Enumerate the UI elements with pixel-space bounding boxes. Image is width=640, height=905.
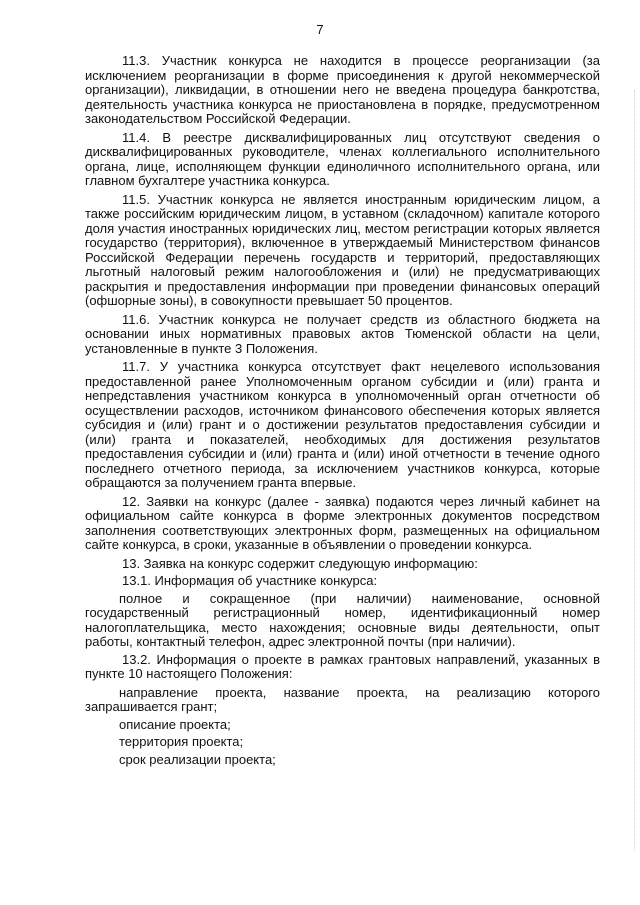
paragraph-11-7: 11.7. У участника конкурса отсутствует факт нецелевого использования предоставленной ранее Уполномоченным органом субсидии и (или) гранта и непредставления участником конкурса в уполномоченный орган отчетности об осуществлении расходов, источником финансового обеспечения которых является субсидия и (или) грант и о достижении результатов предоставления субсидии и (или) гранта и показателей, необходимых для достижения результатов предоставления субсидии и (или) гранта и (или) иной отчетности в течение одного последнего отчетного периода, за исключением участников конкурса, которые обращаются за получением гранта впервые. (85, 359, 600, 490)
list-item-project-direction: направление проекта, название проекта, на реализацию которого запрашивается грант; (85, 684, 600, 714)
paragraph-12: 12. Заявки на конкурс (далее - заявка) подаются через личный кабинет на официальном сайте конкурса в форме электронных документов посредством заполнения соответствующих электронных форм, размещенных на официальном сайте конкурса, в сроки, указанные в объявлении о проведении конкурса. (85, 493, 600, 552)
paragraph-11-6: 11.6. Участник конкурса не получает средств из областного бюджета на основании иных нормативных правовых актов Тюменской области на цели, установленные в пункте 3 Положения. (85, 311, 600, 356)
paragraph-11-5: 11.5. Участник конкурса не является иностранным юридическим лицом, а также российским юридическим лицом, в уставном (складочном) капитале которого доля участия иностранных юридических лиц, местом регистрации которых является государство (территория), включенное в утверждаемый Министерством финансов Российской Федерации перечень государств и территорий, предоставляющих льготный налоговый режим налогообложения и (или) не предусматривающих раскрытия и предоставления информации при проведении финансовых операций (офшорные зоны), в совокупности превышает 50 процентов. (85, 191, 600, 308)
list-item-project-description: описание проекта; (119, 716, 231, 732)
scan-edge-divider (634, 90, 636, 850)
paragraph-13: 13. Заявка на конкурс содержит следующую информацию: (122, 555, 478, 571)
list-item-project-term: срок реализации проекта; (119, 751, 276, 767)
paragraph-11-3: 11.3. Участник конкурса не находится в процессе реорганизации (за исключением реорганизации в форме присоединения к другой некоммерческой организации), ликвидации, в отношении него не введена процедура банкротства, деятельность участника конкурса не приостановлена в порядке, предусмотренном законодательством Российской Федерации. (85, 53, 600, 126)
page-number: 7 (316, 22, 324, 37)
document-body (85, 54, 600, 770)
paragraph-13-2: 13.2. Информация о проекте в рамках грантовых направлений, указанных в пункте 10 настоящего Положения: (85, 651, 600, 681)
paragraph-13-1-details: полное и сокращенное (при наличии) наименование, основной государственный регистрационный номер, идентификационный номер налогоплательщика, место нахождения; основные виды деятельности, опыт работы, контактный телефон, адрес электронной почты (при наличии). (85, 590, 600, 649)
paragraph-13-1: 13.1. Информация об участнике конкурса: (122, 573, 378, 588)
paragraph-11-4: 11.4. В реестре дисквалифицированных лиц отсутствуют сведения о дисквалифицированных руководителе, членах коллегиального исполнительного органа, лице, исполняющем функции единоличного исполнительного органа, или главном бухгалтере участника конкурса. (85, 129, 600, 188)
list-item-project-territory: территория проекта; (119, 734, 244, 749)
